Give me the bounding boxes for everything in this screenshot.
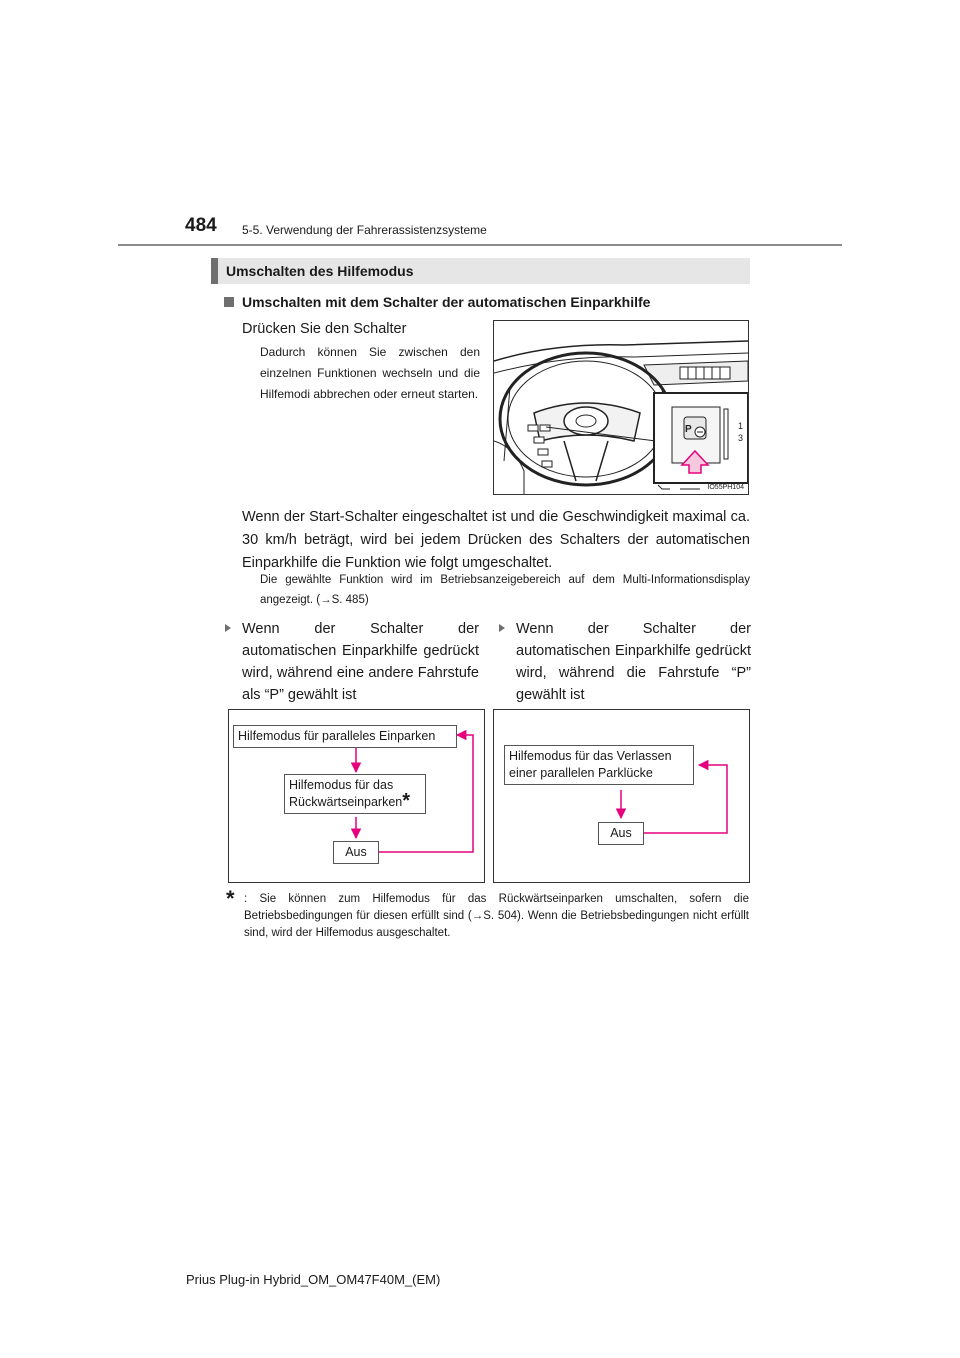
mode-off-right: Aus [598,822,644,845]
body-paragraph: Wenn der Start-Schalter eingeschaltet ist und die Geschwindigkeit maximal ca. 30 km/h beträgt, wird bei jedem Drücken des Schalters der automatischen Einparkhilfe die Funktion wie folgt umgeschaltet. [242,509,750,571]
step-instruction: Drücken Sie den Schalter [242,321,407,337]
footer-model-code: Prius Plug-in Hybrid_OM_OM47F40M_(EM) [186,1272,441,1287]
mode-off-left: Aus [333,841,379,864]
mode-leave-parking-line1: Hilfemodus für das Verlassen [509,749,672,763]
footnote-star: * [226,886,235,911]
footnote-body: : Sie können zum Hilfemodus für das Rückwärtseinparken umschalten, sofern die Betriebsbedingungen für diesen erfüllt sind (→S. 504). Wenn die Betriebsbedingungen nicht erfüllt sind, wird der Hilfemodus ausgeschaltet. [244,893,749,939]
mode-reverse-parking-line2: Rückwärtseinparken [289,795,403,809]
mode-reverse-parking-line1: Hilfemodus für das [289,778,394,792]
chapter-title: 5-5. Verwendung der Fahrerassistenzsysteme [242,223,487,237]
subsection-title: Umschalten mit dem Schalter der automatischen Einparkhilfe [242,294,651,310]
mode-leave-parking-line2: einer parallelen Parklücke [509,766,653,780]
body-note: Die gewählte Funktion wird im Betriebsanzeigebereich auf dem Multi-Informationsdisplay angezeigt. (→S. 485) [260,574,750,606]
right-column-heading-text: Wenn der Schalter der automatischen Einparkhilfe gedrückt wird, während die Fahrstufe “P” gewählt ist [516,621,751,703]
section-title: Umschalten des Hilfemodus [226,263,414,279]
page-number: 484 [185,215,217,236]
figure-code: IO55PH104 [707,484,744,491]
square-bullet-icon [224,297,234,307]
step-note: Dadurch können Sie zwischen den einzelnen Funktionen wechseln und die Hilfemodi abbrechen oder erneut starten. [260,345,480,401]
footnote-marker: * [402,789,411,812]
svg-text:3: 3 [738,433,744,443]
dashboard-illustration [493,320,749,495]
section-heading-accent [211,258,218,284]
mode-leave-parking [504,745,694,785]
mode-parallel-parking: Hilfemodus für paralleles Einparken [233,725,457,748]
svg-text:1: 1 [738,421,744,431]
mode-cycle-diagram-right [493,709,750,883]
footnote-text [241,891,749,942]
triangle-bullet-icon [499,624,505,632]
right-column-heading [499,618,751,706]
steering-wheel-illustration [494,321,748,494]
left-column-heading [225,618,479,706]
switch-letter: P [685,424,692,435]
mode-cycle-diagram-left [228,709,485,883]
header-divider [118,244,842,246]
mode-cycle-arrows-right [494,710,749,882]
left-column-heading-text: Wenn der Schalter der automatischen Einparkhilfe gedrückt wird, während eine andere Fahrstufe als “P” gewählt ist [242,621,479,703]
mode-reverse-parking [284,774,426,814]
triangle-bullet-icon [225,624,231,632]
